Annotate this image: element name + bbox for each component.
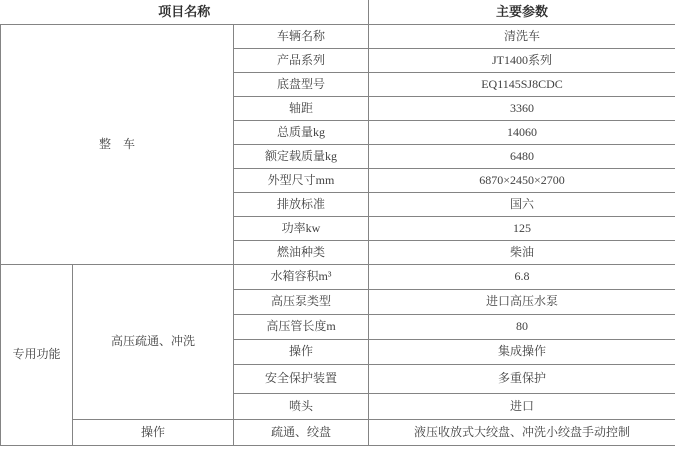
param-value: 国六 xyxy=(369,192,675,216)
param-label: 轴距 xyxy=(234,96,369,120)
param-label: 操作 xyxy=(234,339,369,364)
header-main-params: 主要参数 xyxy=(369,0,675,24)
param-label: 疏通、绞盘 xyxy=(234,419,369,445)
param-value: 清洗车 xyxy=(369,24,675,48)
param-value: 液压收放式大绞盘、冲洗小绞盘手动控制 xyxy=(369,419,675,445)
param-label: 功率kw xyxy=(234,216,369,240)
param-value: 6.8 xyxy=(369,264,675,289)
param-label: 高压管长度m xyxy=(234,314,369,339)
param-value: 14060 xyxy=(369,120,675,144)
param-value: 3360 xyxy=(369,96,675,120)
param-value: 进口高压水泵 xyxy=(369,289,675,314)
param-value: 柴油 xyxy=(369,240,675,264)
param-label: 产品系列 xyxy=(234,48,369,72)
param-value: JT1400系列 xyxy=(369,48,675,72)
param-label: 车辆名称 xyxy=(234,24,369,48)
subgroup-operation: 操作 xyxy=(73,419,234,445)
param-value: 80 xyxy=(369,314,675,339)
param-label: 水箱容积m³ xyxy=(234,264,369,289)
param-label: 安全保护装置 xyxy=(234,364,369,393)
param-label: 排放标准 xyxy=(234,192,369,216)
param-value: EQ1145SJ8CDC xyxy=(369,72,675,96)
param-label: 喷头 xyxy=(234,393,369,419)
param-value: 125 xyxy=(369,216,675,240)
param-value: 6480 xyxy=(369,144,675,168)
header-item-name: 项目名称 xyxy=(1,0,369,24)
param-value: 集成操作 xyxy=(369,339,675,364)
param-label: 总质量kg xyxy=(234,120,369,144)
param-label: 高压泵类型 xyxy=(234,289,369,314)
param-label: 底盘型号 xyxy=(234,72,369,96)
group-special-function: 专用功能 xyxy=(1,264,73,445)
param-value: 进口 xyxy=(369,393,675,419)
param-value: 6870×2450×2700 xyxy=(369,168,675,192)
param-value: 多重保护 xyxy=(369,364,675,393)
param-label: 额定载质量kg xyxy=(234,144,369,168)
subgroup-hp-dredge-flush: 高压疏通、冲洗 xyxy=(73,264,234,419)
param-label: 燃油种类 xyxy=(234,240,369,264)
group-whole-vehicle: 整 车 xyxy=(1,24,234,264)
param-label: 外型尺寸mm xyxy=(234,168,369,192)
